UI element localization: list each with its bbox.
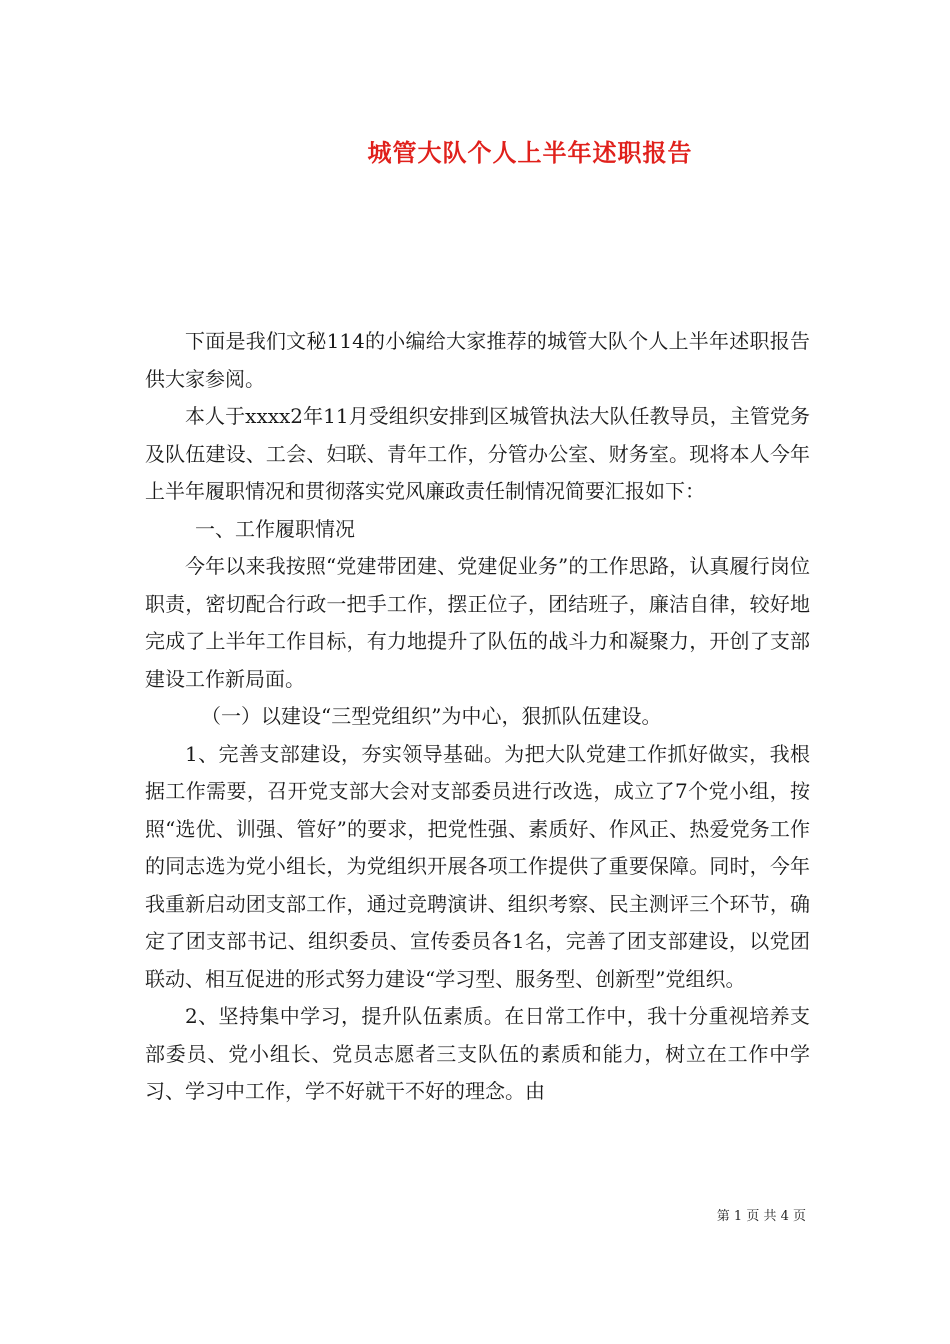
document-body	[145, 323, 810, 1111]
paragraph-overview: 今年以来我按照“党建带团建、党建促业务”的工作思路，认真履行岗位职责，密切配合行政一把手工作，摆正位子，团结班子，廉洁自律，较好地完成了上半年工作目标，有力地提升了队伍的战斗力和凝聚力，开创了支部建设工作新局面。	[145, 554, 810, 691]
page-number-footer: 第 1 页 共 4 页	[716, 1209, 806, 1224]
subsection-heading: （一）以建设“三型党组织”为中心，狠抓队伍建设。	[201, 704, 662, 728]
paragraph-self-intro: 本人于xxxx2年11月受组织安排到区城管执法大队任教导员，主管党务及队伍建设、工会、妇联、青年工作，分管办公室、财务室。现将本人今年上半年履职情况和贯彻落实党风廉政责任制情况简要汇报如下：	[145, 404, 810, 503]
section-heading: 一、工作履职情况	[195, 516, 355, 541]
paragraph-item-2: 2、坚持集中学习，提升队伍素质。在日常工作中，我十分重视培养支部委员、党小组长、党员志愿者三支队伍的素质和能力，树立在工作中学习、学习中工作，学不好就干不好的理念。由	[145, 1004, 810, 1103]
paragraph-item-1: 1、完善支部建设，夯实领导基础。为把大队党建工作抓好做实，我根据工作需要，召开党支部大会对支部委员进行改选，成立了7个党小组，按照“选优、训强、管好”的要求，把党性强、素质好、作风正、热爱党务工作的同志选为党小组长，为党组织开展各项工作提供了重要保障。同时，今年我重新启动团支部工作，通过竞聘演讲、组织考察、民主测评三个环节，确定了团支部书记、组织委员、宣传委员各1名，完善了团支部建设，以党团联动、相互促进的形式努力建设“学习型、服务型、创新型”党组织。	[145, 741, 810, 991]
document-title: 城管大队个人上半年述职报告	[367, 139, 693, 167]
paragraph-intro: 下面是我们文秘114的小编给大家推荐的城管大队个人上半年述职报告供大家参阅。	[145, 329, 810, 391]
